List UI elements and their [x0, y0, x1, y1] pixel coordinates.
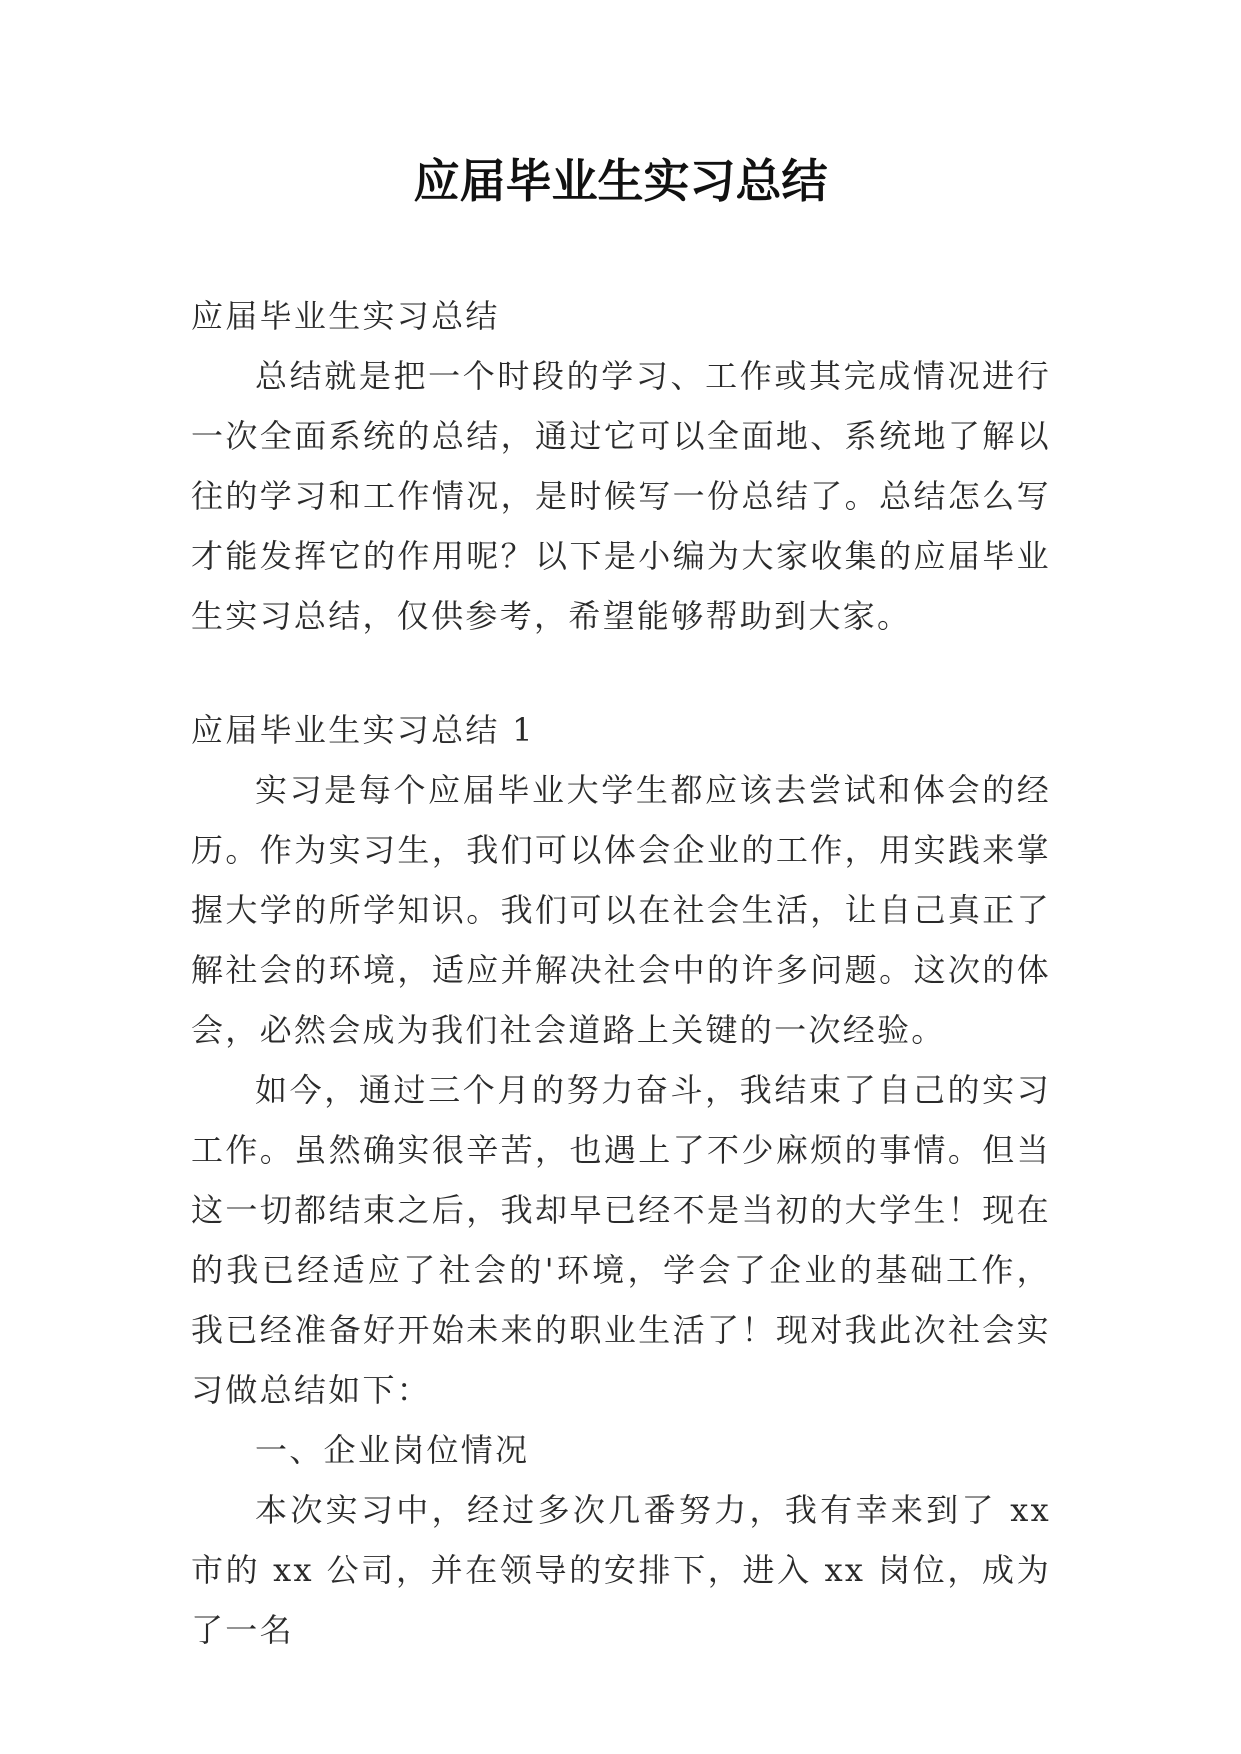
body-paragraph-3: 本次实习中，经过多次几番努力，我有幸来到了 xx 市的 xx 公司，并在领导的安排下，进入 xx 岗位，成为了一名	[191, 1491, 1051, 1649]
intro-heading: 应届毕业生实习总结	[191, 297, 500, 335]
intro-paragraph: 总结就是把一个时段的学习、工作或其完成情况进行一次全面系统的总结，通过它可以全面地、系统地了解以往的学习和工作情况，是时候写一份总结了。总结怎么写才能发挥它的作用呢？以下是小编为大家收集的应届毕业生实习总结，仅供参考，希望能够帮助到大家。	[191, 357, 1051, 635]
body-paragraph-1: 实习是每个应届毕业大学生都应该去尝试和体会的经历。作为实习生，我们可以体会企业的工作，用实践来掌握大学的所学知识。我们可以在社会生活，让自己真正了解社会的环境，适应并解决社会中的许多问题。这次的体会，必然会成为我们社会道路上关键的一次经验。	[191, 771, 1051, 1049]
body-paragraph-2: 如今，通过三个月的努力奋斗，我结束了自己的实习工作。虽然确实很辛苦，也遇上了不少麻烦的事情。但当这一切都结束之后，我却早已经不是当初的大学生！现在的我已经适应了社会的'环境，学会了企业的基础工作，我已经准备好开始未来的职业生活了！现对我此次社会实习做总结如下：	[191, 1071, 1051, 1409]
document-body	[191, 286, 1051, 1660]
subsection-heading-1: 一、企业岗位情况	[255, 1431, 530, 1469]
section-heading-1: 应届毕业生实习总结 1	[191, 711, 535, 749]
document-title: 应届毕业生实习总结	[413, 154, 828, 208]
